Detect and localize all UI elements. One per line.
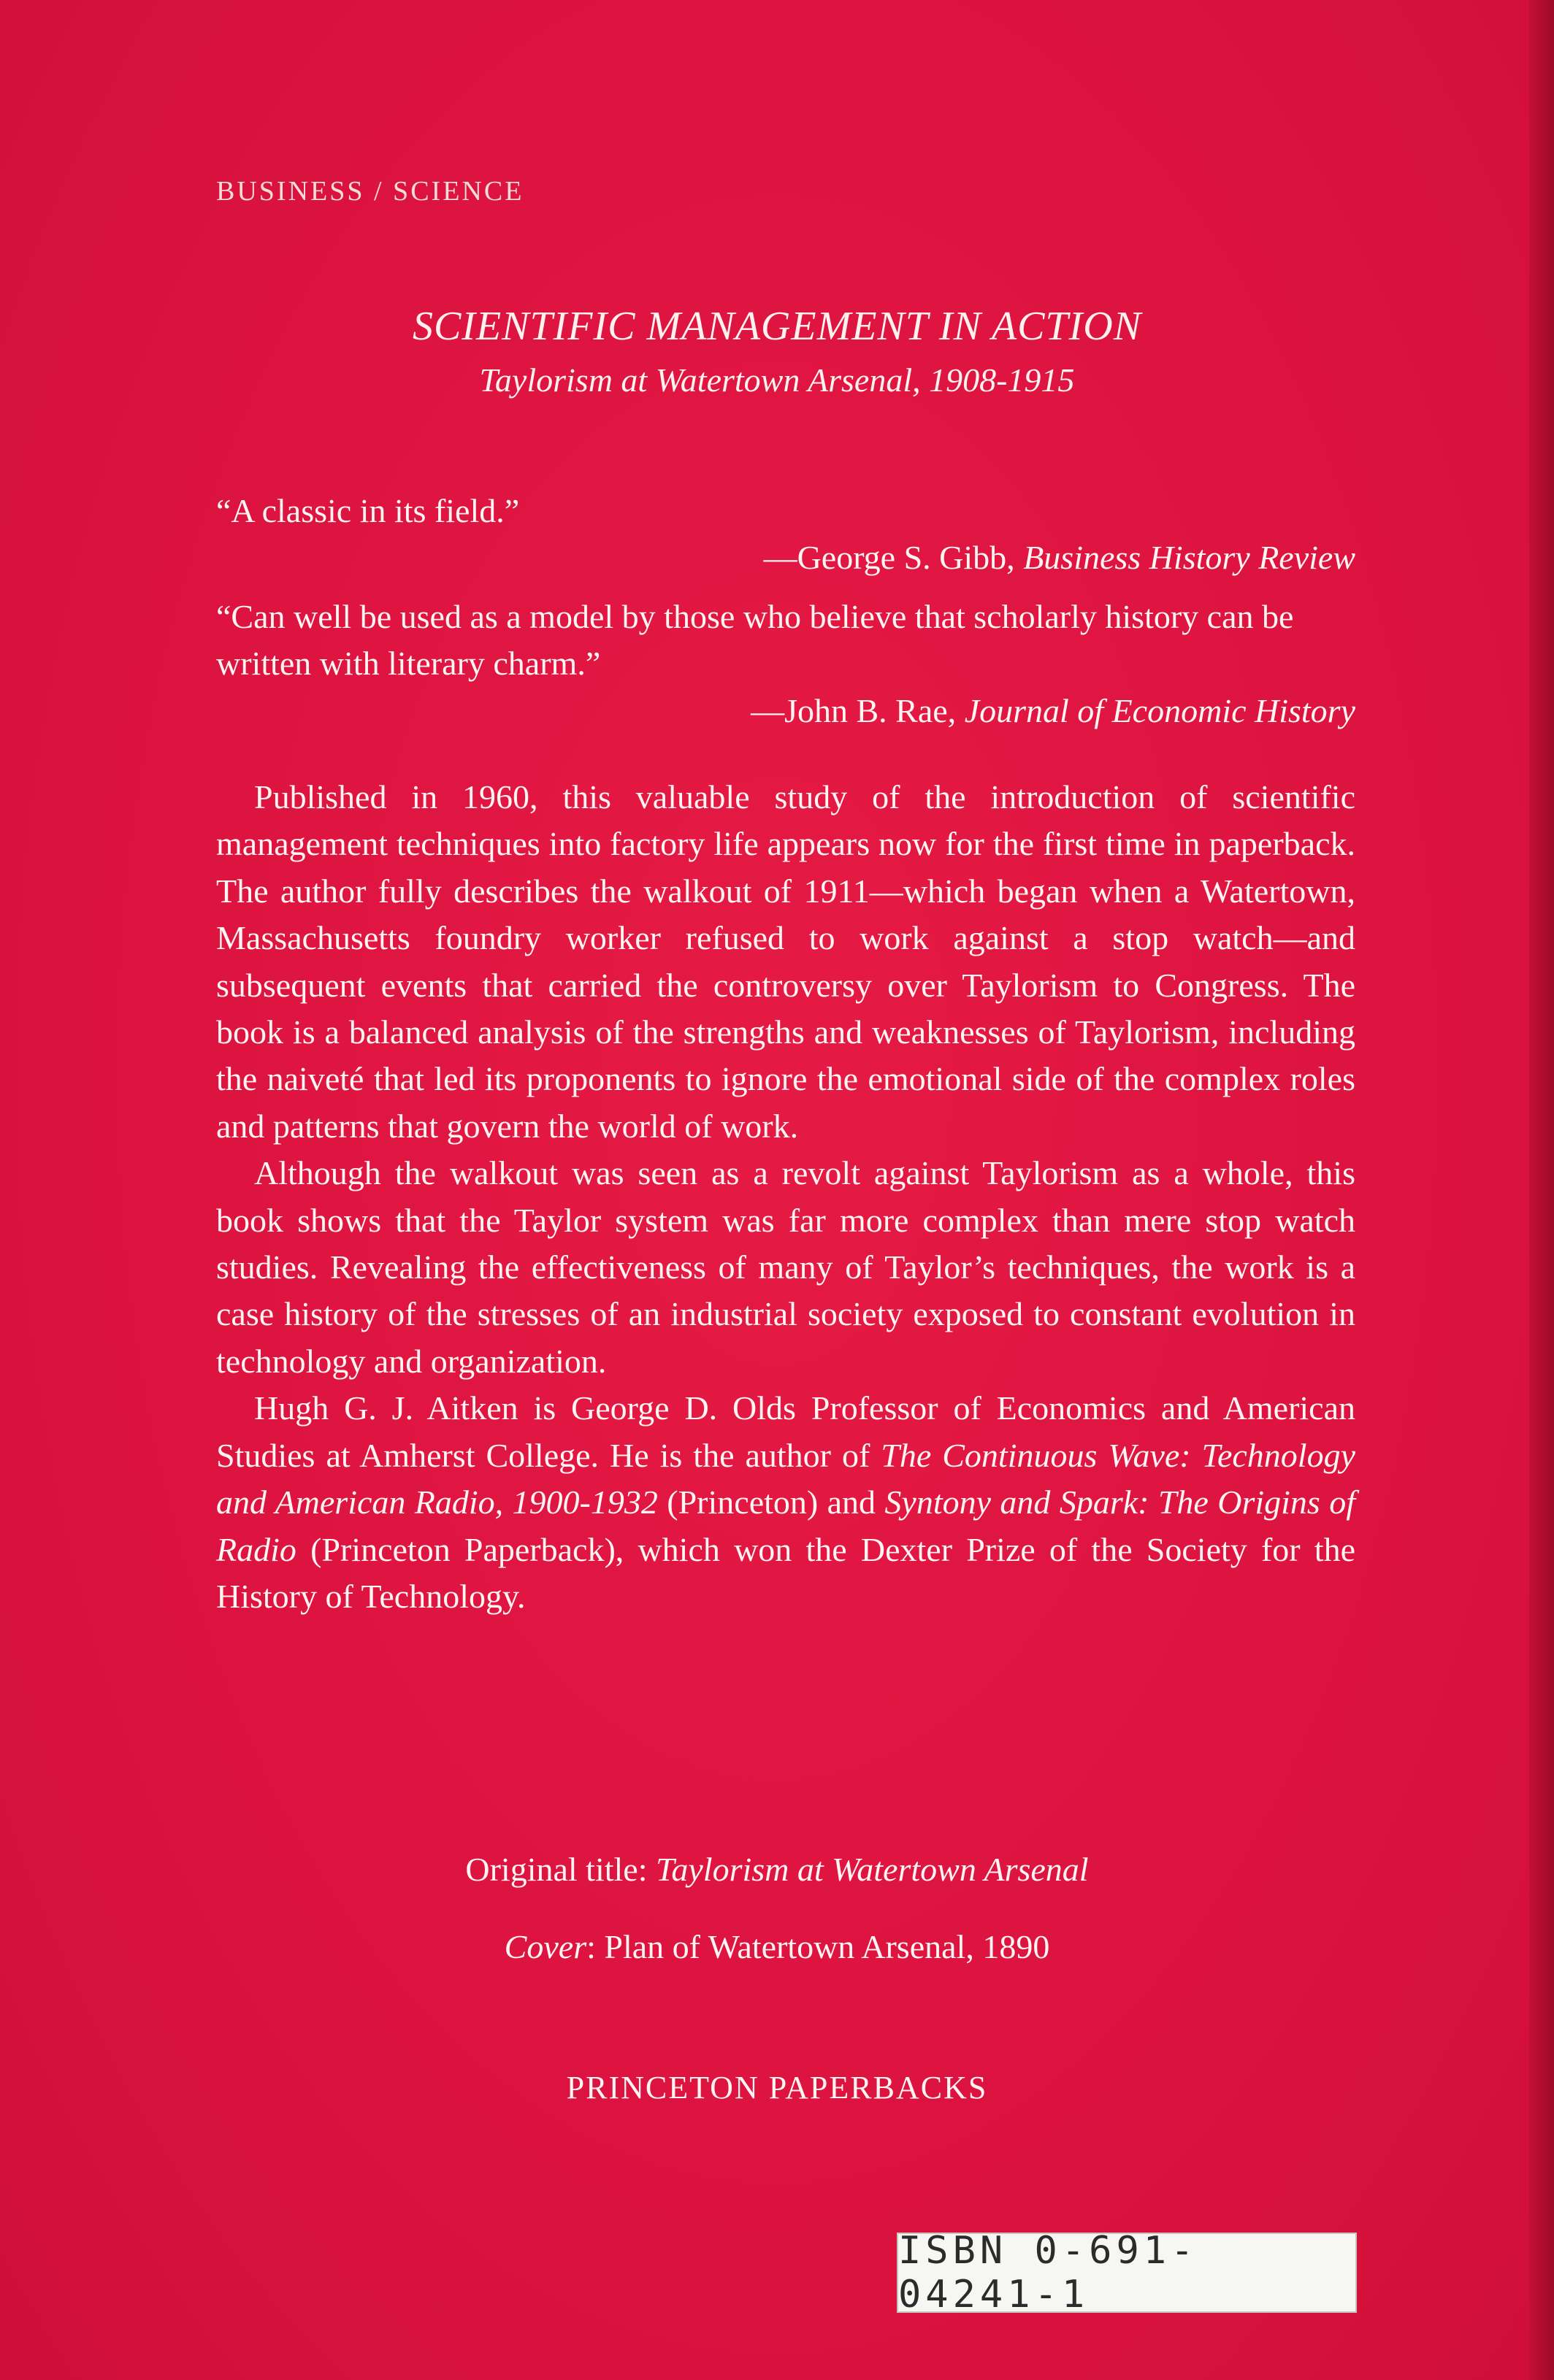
category-label: BUSINESS / SCIENCE <box>216 176 524 207</box>
book-subtitle: Taylorism at Watertown Arsenal, 1908-1915 <box>479 361 1075 399</box>
quote-author: —John B. Rae, <box>751 691 957 729</box>
quote-attribution <box>216 688 1355 734</box>
author-bio-text: Hugh G. J. Aitken is George D. Olds Professor of Economics and American Studies at Amherst College. He is the author of <box>216 1389 1355 1474</box>
quote-source: Business History Review <box>1023 539 1355 577</box>
review-quotes <box>216 488 1355 734</box>
cover-credit-label: Cover <box>504 1928 587 1965</box>
cover-credit-line <box>0 1927 1554 1966</box>
original-title-label: Original title: <box>465 1851 657 1888</box>
publisher-name: PRINCETON PAPERBACKS <box>566 2070 988 2105</box>
book-description <box>216 774 1355 1620</box>
book-reference: The Continuous Wave: Technology and American Radio, 1900-1932 <box>216 1436 1355 1521</box>
book-reference: Syntony and Spark: The Origins of Radio <box>216 1483 1355 1568</box>
cover-credit-value: : Plan of Watertown Arsenal, 1890 <box>586 1928 1050 1965</box>
author-bio-text: (Princeton) and <box>657 1483 885 1521</box>
original-title-value: Taylorism at Watertown Arsenal <box>656 1851 1089 1888</box>
book-title: SCIENTIFIC MANAGEMENT IN ACTION <box>412 304 1142 349</box>
quote-author: —George S. Gibb, <box>763 539 1015 577</box>
author-bio-text: (Princeton Paperback), which won the Dexter Prize of the Society for the History of Technology. <box>216 1530 1355 1615</box>
quote-source: Journal of Economic History <box>964 691 1355 729</box>
quote-text: “A classic in its field.” <box>216 492 520 529</box>
quote-text: “Can well be used as a model by those who believe that scholarly history can be written with literary charm.” <box>216 597 1294 683</box>
cover-edge-shadow <box>1529 0 1554 2380</box>
description-paragraph: Published in 1960, this valuable study of the introduction of scientific management techniques into factory life appears now for the first time in paperback. The author fully describes the walkout of 1911—which began when a Watertown, Massachusetts foundry worker refused to work against a stop watch—and subsequent events that carried the controversy over Taylorism to Congress. The book is a balanced analysis of the strengths and weaknesses of Taylorism, including the naiveté that led its proponents to ignore the emotional side of the complex roles and patterns that govern the world of work. <box>216 778 1355 1145</box>
description-paragraph: Although the walkout was seen as a revolt against Taylorism as a whole, this book shows that the Taylor system was far more complex than mere stop watch studies. Revealing the effectiveness of many of Taylor’s techniques, the work is a case history of the stresses of an industrial society exposed to constant evolution in technology and organization. <box>216 1154 1355 1380</box>
author-bio <box>216 1385 1355 1620</box>
isbn-number: ISBN 0-691-04241-1 <box>898 2229 1198 2316</box>
title-block <box>0 301 1554 406</box>
quote-attribution <box>216 534 1355 581</box>
isbn-label <box>897 2229 1357 2316</box>
original-title-line <box>0 1850 1554 1889</box>
